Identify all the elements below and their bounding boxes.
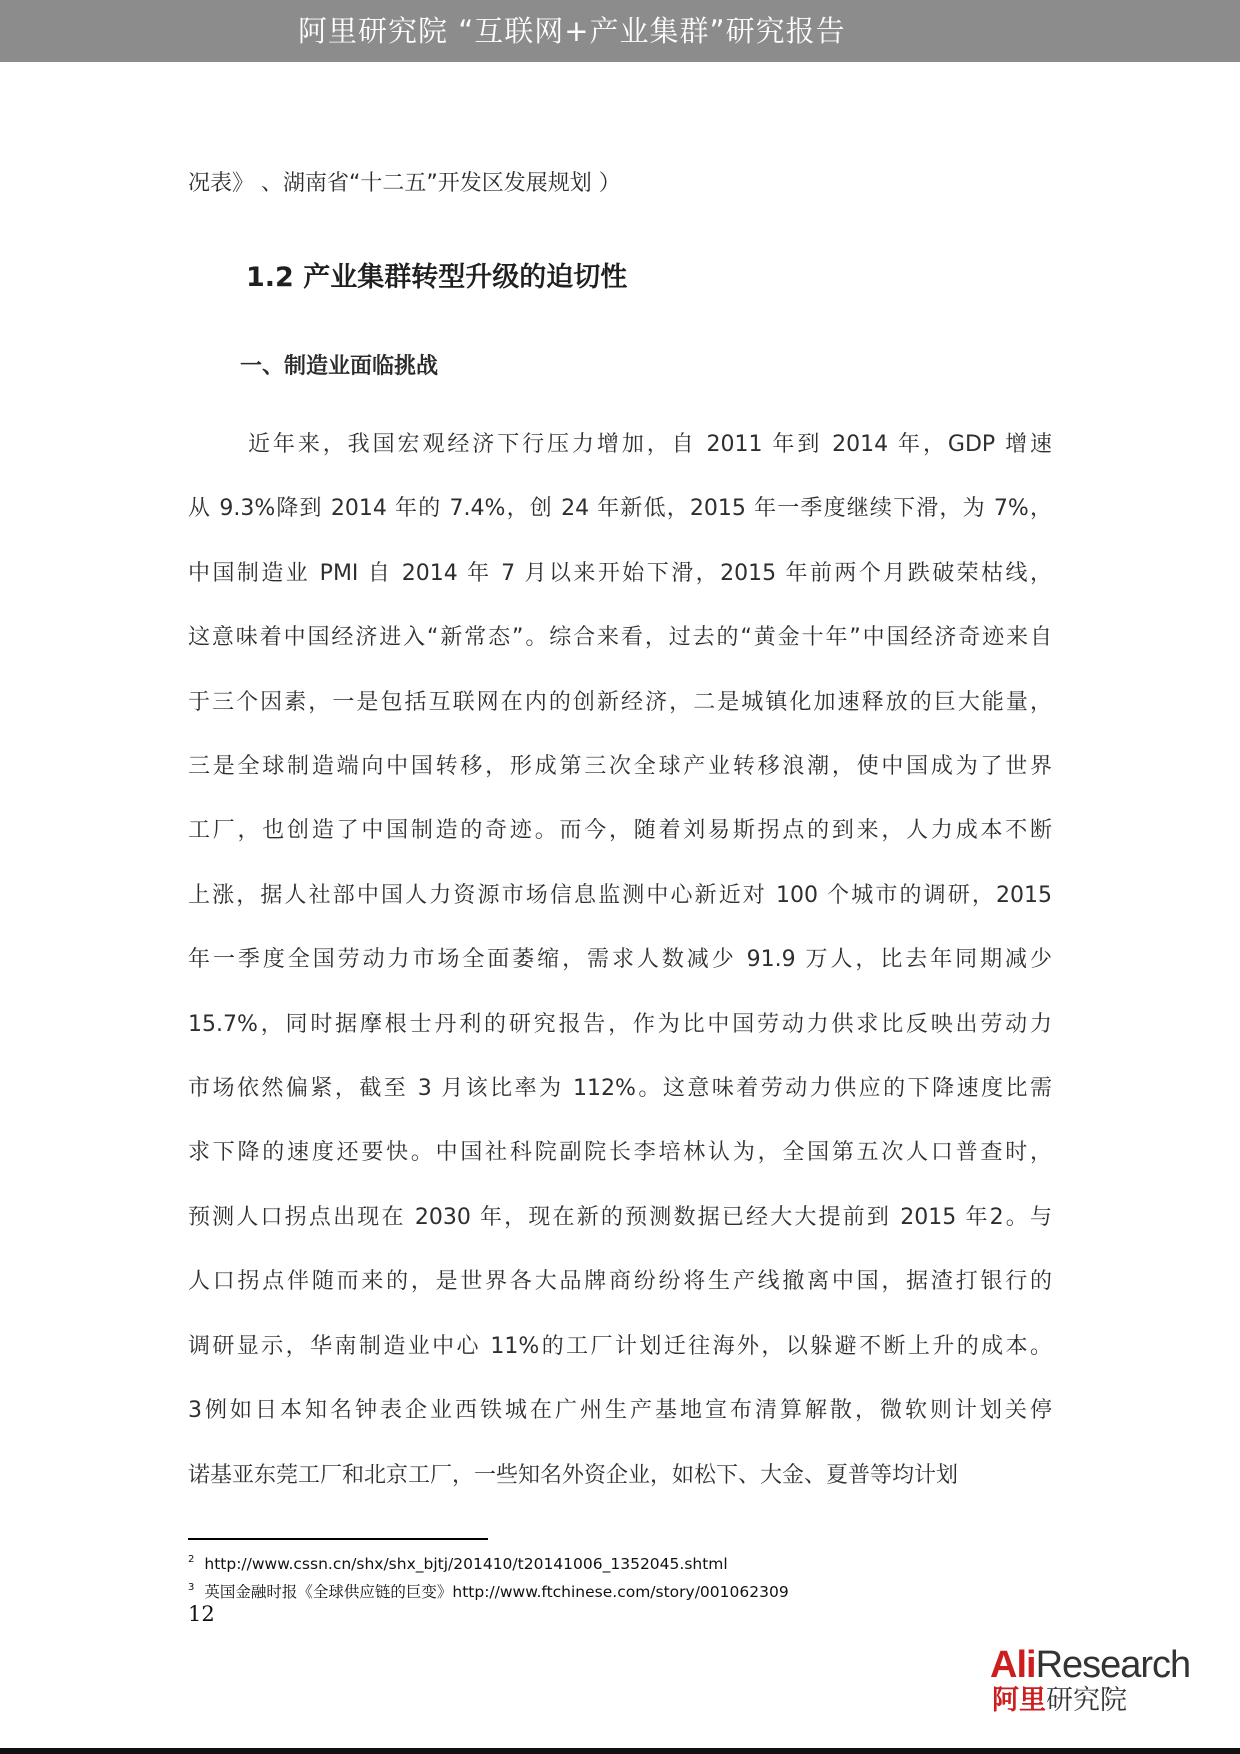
paragraph-line: 上涨，据人社部中国人力资源市场信息监测中心新近对 100 个城市的调研，2015 — [188, 882, 1052, 908]
paragraph-line: 中国制造业 PMI 自 2014 年 7 月以来开始下滑，2015 年前两个月跌破荣枯线， — [188, 560, 1052, 586]
bottom-border — [0, 1748, 1240, 1754]
paragraph-line: 市场依然偏紧，截至 3 月该比率为 112%。这意味着劳动力供应的下降速度比需 — [188, 1076, 1052, 1102]
footnote-separator — [188, 1538, 488, 1540]
paragraph-line: 求下降的速度还要快。中国社科院副院长李培林认为，全国第五次人口普查时， — [188, 1140, 1052, 1166]
footnote-3 — [188, 1576, 789, 1604]
logo-cn-red: 阿里 — [992, 1685, 1046, 1716]
paragraph-line: 预测人口拐点出现在 2030 年，现在新的预测数据已经大大提前到 2015 年2。与 — [188, 1204, 1052, 1230]
section-heading: 1.2 产业集群转型升级的迫切性 — [246, 262, 628, 293]
logo-research: Research — [1035, 1644, 1191, 1686]
paragraph-line: 近年来，我国宏观经济下行压力增加，自 2011 年到 2014 年，GDP 增速 — [248, 432, 1052, 457]
logo-chinese — [992, 1685, 1127, 1717]
footnote-mark: 2 — [188, 1554, 195, 1565]
logo-cn-gray: 研究院 — [1046, 1685, 1127, 1716]
header-bar — [0, 0, 1240, 62]
paragraph-line: 3例如日本知名钟表企业西铁城在广州生产基地宣布清算解散，微软则计划关停 — [188, 1398, 1052, 1424]
paragraph-line: 调研显示，华南制造业中心 11%的工厂计划迁往海外，以躲避不断上升的成本。 — [188, 1333, 1052, 1359]
paragraph-line: 年一季度全国劳动力市场全面萎缩，需求人数减少 91.9 万人，比去年同期减少 — [188, 947, 1052, 973]
continuation-text: 况表》 、湖南省“十二五”开发区发展规划 ） — [188, 171, 621, 196]
paragraph-line: 人口拐点伴随而来的，是世界各大品牌商纷纷将生产线撤离中国，据渣打银行的 — [188, 1269, 1052, 1295]
paragraph-line: 从 9.3%降到 2014 年的 7.4%，创 24 年新低，2015 年一季度继续下滑，为 7%， — [188, 496, 1052, 522]
aliresearch-logo — [990, 1645, 1215, 1720]
paragraph-line: 工厂，也创造了中国制造的奇迹。而今，随着刘易斯拐点的到来，人力成本不断 — [188, 818, 1052, 844]
page-number: 12 — [188, 1602, 215, 1626]
logo-wordmark — [990, 1645, 1190, 1685]
paragraph-line: 三是全球制造端向中国转移，形成第三次全球产业转移浪潮，使中国成为了世界 — [188, 754, 1052, 780]
paragraph-line: 15.7%，同时据摩根士丹利的研究报告，作为比中国劳动力供求比反映出劳动力 — [188, 1011, 1052, 1037]
paragraph-line: 诺基亚东莞工厂和北京工厂，一些知名外资企业，如松下、大金、夏普等均计划 — [188, 1462, 959, 1488]
footnote-text[interactable]: 英国金融时报《全球供应链的巨变》http://www.ftchinese.com/story/001062309 — [204, 1583, 789, 1601]
sub-heading: 一、制造业面临挑战 — [240, 354, 439, 379]
footnote-link[interactable]: http://www.cssn.cn/shx/shx_bjtj/201410/t20141006_1352045.shtml — [204, 1555, 728, 1573]
footnotes — [188, 1548, 789, 1604]
footnote-mark: 3 — [188, 1582, 195, 1593]
footnote-2 — [188, 1548, 789, 1576]
body-paragraph — [188, 413, 1052, 1508]
paragraph-line: 这意味着中国经济进入“新常态”。综合来看，过去的“黄金十年”中国经济奇迹来自 — [188, 625, 1052, 651]
paragraph-line: 于三个因素，一是包括互联网在内的创新经济，二是城镇化加速释放的巨大能量， — [188, 689, 1052, 715]
report-title: 阿里研究院 “互联网+产业集群”研究报告 — [298, 14, 846, 48]
logo-ali: Ali — [990, 1644, 1036, 1686]
